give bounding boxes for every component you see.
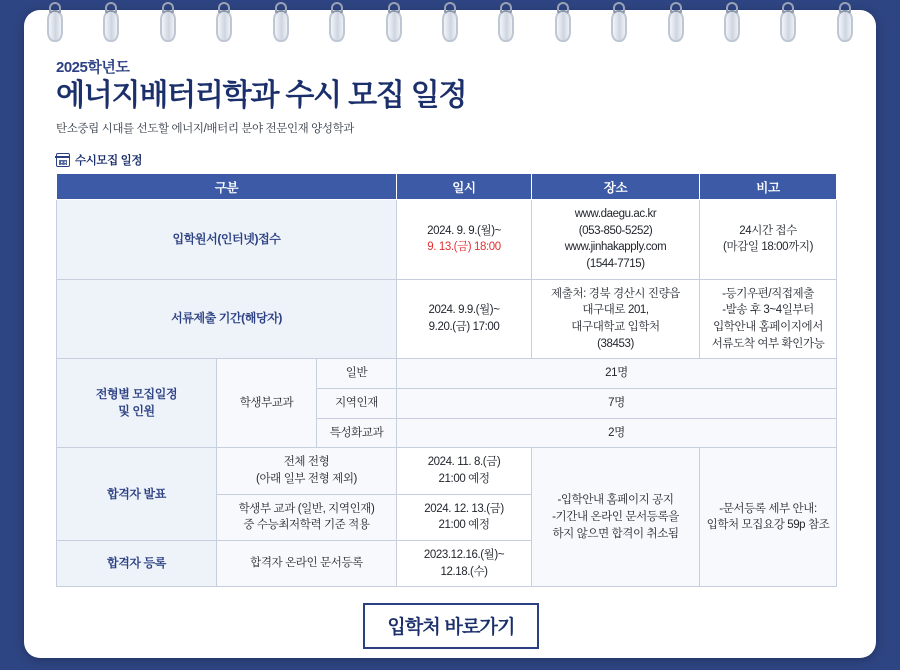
- admissions-link-button[interactable]: 입학처 바로가기: [363, 603, 538, 649]
- note-line: 24시간 접수: [739, 224, 797, 237]
- quota-item-name: 일반: [317, 359, 397, 389]
- page-subtitle: 탄소중립 시대를 선도할 에너지/배터리 분야 전문인재 양성학과: [56, 123, 354, 135]
- row-place-documents: [532, 279, 700, 359]
- place-line: -입학안내 홈페이지 공지: [557, 494, 674, 507]
- date-line: 9.20.(금) 17:00: [428, 321, 500, 334]
- row-note-documents: [700, 279, 837, 359]
- sub-line: 중 수능최저학력 기준 적용: [243, 519, 370, 532]
- row-date-documents: [397, 279, 532, 359]
- result-place-note: [532, 448, 700, 587]
- date-line: 12.18.(수): [440, 565, 488, 578]
- quota-item-count: 2명: [397, 418, 837, 448]
- table-row: [57, 448, 837, 494]
- date-line: 2023.12.16.(월)~: [423, 549, 505, 562]
- sub-line: 전체 전형: [283, 456, 330, 469]
- place-line: (38453): [597, 337, 634, 350]
- result-sub-all: [217, 448, 397, 494]
- date-line: 2024. 12. 13.(금): [424, 502, 504, 515]
- sub-line: (아래 일부 전형 제외): [256, 473, 357, 486]
- row-note-application: [700, 200, 837, 280]
- cta-container: [56, 603, 846, 649]
- place-line: 대구대로 201,: [582, 304, 649, 317]
- column-header-note: 비고: [700, 174, 837, 200]
- place-line: 대구대학교 입학처: [571, 321, 660, 334]
- note-line: (마감일 18:00까지): [723, 241, 814, 254]
- note-line: 입학처 모집요강 59p 참조: [706, 519, 830, 532]
- date-line-highlight: 9. 13.(금) 18:00: [427, 241, 501, 254]
- note-line: -문서등록 세부 안내:: [719, 502, 817, 515]
- category-line: 및 인원: [118, 404, 155, 419]
- place-line: (053-850-5252): [578, 224, 653, 237]
- calendar-icon: [56, 153, 70, 167]
- admission-schedule-table: [56, 173, 837, 587]
- result-date-minimum: [397, 494, 532, 540]
- column-header-category: 구분: [57, 174, 397, 200]
- place-line: (1544-7715): [586, 258, 645, 271]
- column-header-place: 장소: [532, 174, 700, 200]
- date-line: 2024. 11. 8.(금): [427, 456, 501, 469]
- row-date-application: [397, 200, 532, 280]
- table-row: [57, 200, 837, 280]
- row-category-registration: 합격자 등록: [57, 541, 217, 587]
- result-date-all: [397, 448, 532, 494]
- date-line: 21:00 예정: [438, 519, 490, 532]
- place-line: www.jinhakapply.com: [564, 241, 667, 254]
- row-category-quota: [57, 359, 217, 448]
- result-sub-minimum: [217, 494, 397, 540]
- date-line: 2024. 9.9.(월)~: [428, 304, 500, 317]
- poster-content: [56, 56, 846, 649]
- place-line: 제출처: 경북 경산시 진량읍: [551, 287, 681, 300]
- place-line: www.daegu.ac.kr: [574, 208, 657, 220]
- row-category-application: 입학원서(인터넷)접수: [57, 200, 397, 280]
- quota-item-count: 21명: [397, 359, 837, 389]
- academic-year: 2025학년도: [56, 59, 130, 76]
- registration-date: [397, 541, 532, 587]
- table-row: [57, 359, 837, 389]
- result-note: [700, 448, 837, 587]
- row-category-documents: 서류제출 기간(해당자): [57, 279, 397, 359]
- quota-item-name: 지역인재: [317, 389, 397, 419]
- quota-item-name: 특성화교과: [317, 418, 397, 448]
- place-line: 하지 않으면 합격이 취소됨: [552, 527, 679, 540]
- table-row: [57, 279, 837, 359]
- page-title: 에너지배터리학과 수시 모집 일정: [56, 79, 467, 112]
- row-category-results: 합격자 발표: [57, 448, 217, 541]
- note-line: 서류도착 여부 확인가능: [711, 337, 825, 350]
- date-line: 2024. 9. 9.(월)~: [427, 224, 501, 237]
- note-line: -등기우편/직접제출: [722, 287, 814, 300]
- row-place-application: [532, 200, 700, 280]
- date-line: 21:00 예정: [438, 473, 490, 486]
- column-header-date: 일시: [397, 174, 532, 200]
- registration-sub: 합격자 온라인 문서등록: [217, 541, 397, 587]
- place-line: -기간내 온라인 문서등록을: [552, 511, 679, 524]
- table-caption: [56, 152, 846, 168]
- note-line: 입학안내 홈페이지에서: [713, 321, 823, 334]
- sub-line: 학생부 교과 (일반, 지역인재): [238, 502, 375, 515]
- quota-track-label: 학생부교과: [217, 359, 317, 448]
- category-line: 전형별 모집일정: [95, 386, 178, 401]
- table-caption-label: 수시모집 일정: [75, 155, 143, 167]
- table-header-row: [57, 174, 837, 200]
- note-line: -발송 후 3~4일부터: [722, 304, 814, 317]
- quota-item-count: 7명: [397, 389, 837, 419]
